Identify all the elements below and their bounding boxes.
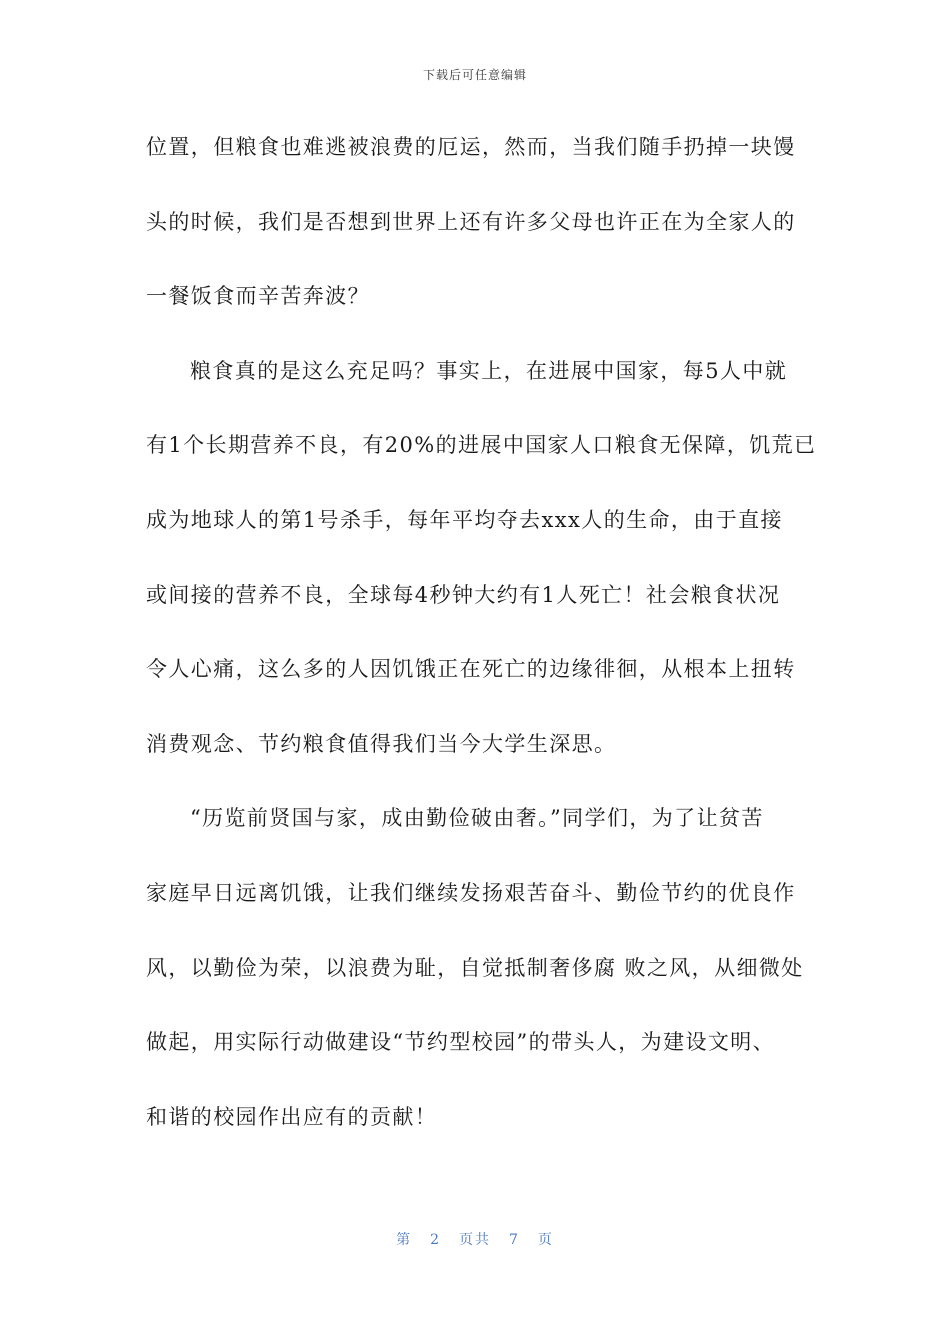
text-line: 一餐饭食而辛苦奔波？ xyxy=(146,284,370,309)
text-line: 做起，用实际行动做建设“节约型校园”的带头人，为建设文明、 xyxy=(146,1030,776,1055)
page-footer xyxy=(0,1229,950,1249)
footer-middle: 页共 xyxy=(459,1232,491,1248)
text-line: 头的时候，我们是否想到世界上还有许多父母也许正在为全家人的 xyxy=(146,209,796,234)
text-line: 令人心痛，这么多的人因饥饿正在死亡的边缘徘徊，从根本上扭转 xyxy=(146,657,796,682)
text-line: 成为地球人的第1号杀手，每年平均夺去xxx人的生命，由于直接 xyxy=(146,507,783,532)
text-line: 风，以勤俭为荣，以浪费为耻，自觉抵制奢侈腐 败之风，从细微处 xyxy=(146,955,804,980)
footer-prefix: 第 xyxy=(396,1232,413,1248)
text-line: 和谐的校园作出应有的贡献！ xyxy=(146,1104,438,1129)
text-line: 位置，但粮食也难逃被浪费的厄运，然而，当我们随手扔掉一块馒 xyxy=(146,135,796,159)
body-text xyxy=(146,124,817,1168)
total-pages-number: 7 xyxy=(509,1232,520,1248)
text-line: 消费观念、节约粮食值得我们当今大学生深思。 xyxy=(146,731,617,756)
text-line: 或间接的营养不良，全球每4秒钟大约有1人死亡！社会粮食状况 xyxy=(146,582,781,607)
footer-suffix: 页 xyxy=(537,1232,554,1248)
current-page-number: 2 xyxy=(430,1232,441,1248)
header-note: 下载后可任意编辑 xyxy=(422,68,527,82)
text-line: 家庭早日远离饥饿，让我们继续发扬艰苦奋斗、勤俭节约的优良作 xyxy=(146,880,796,905)
paragraph-start-line: “历览前贤国与家，成由勤俭破由奢。”同学们，为了让贫苦 xyxy=(190,806,764,831)
paragraph-start-line: 粮食真的是这么充足吗？事实上，在进展中国家，每5人中就 xyxy=(190,358,788,383)
text-line: 有1个长期营养不良，有20%的进展中国家人口粮食无保障，饥荒已 xyxy=(146,433,817,458)
